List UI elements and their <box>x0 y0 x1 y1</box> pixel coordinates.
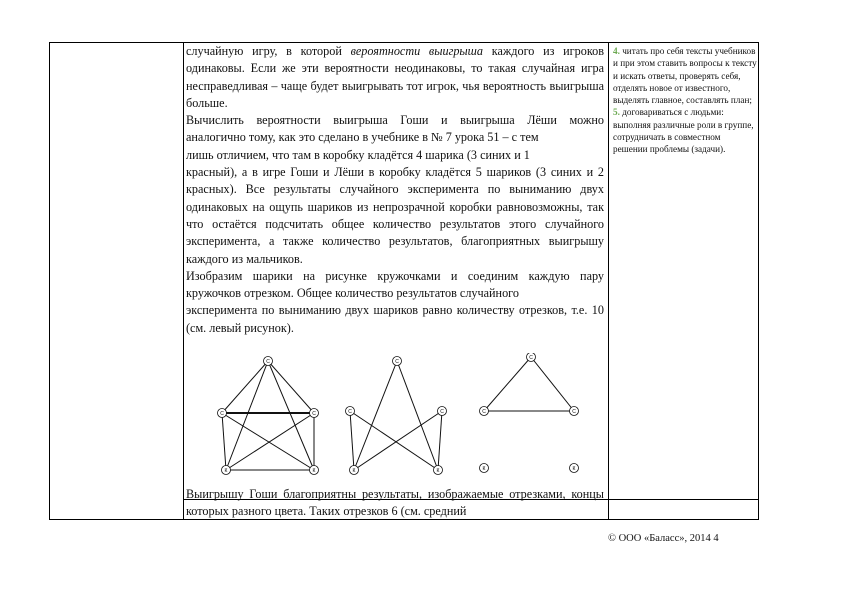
paragraph-draw-rest: эксперимента по выниманию двух шариков равно количеству отрезков, т.е. 10 (см. левый рисунок). <box>186 303 604 335</box>
ball-node-label: С <box>348 409 352 415</box>
copyright-footer: © ООО «Баласс», 2014 4 <box>608 533 719 544</box>
paragraph-fair-game: случайную игру, в которой вероятности выигрыша каждого из игроков одинаковы. Если же эти вероятности неодинаковы, то такая случайная игра несправедливая – чаще будет выигрывать тот игрок, чья вероятность выигрыша больше. <box>186 44 604 110</box>
graph-edge <box>438 411 442 470</box>
paragraph-calc-rest: красный), а в игре Гоши и Лёши в коробку кладётся 5 шариков (3 синих и 2 красных). Все результаты случайного эксперимента по выниманию двух одинаковых на ощупь шариков из непрозрачной коробки равновозможны, так что остаётся подсчитать общее количество результатов этого случайного эксперимента, а также количество результатов, благоприятных выигрышу каждого из мальчиков. <box>186 165 604 266</box>
ball-node-label: С <box>572 409 576 415</box>
paragraph-draw-line-2: кружочков отрезком. Общее количество результатов случайного <box>186 286 519 301</box>
ball-node-label: К <box>224 468 228 474</box>
ball-node-label: С <box>312 411 316 417</box>
ball-node-label: С <box>220 411 224 417</box>
side-item-read: 4. читать про себя тексты учебников и при этом ставить вопросы к тексту и искать ответы, проверять себя, отделять новое от известного, выделять главное, составлять план; <box>613 46 757 106</box>
graph-different-colors <box>346 357 447 475</box>
column-divider-left <box>183 43 184 519</box>
graph-same-colors <box>480 353 579 473</box>
graph-edge <box>268 361 314 413</box>
paragraph-gosha-wins: Выигрышу Гоши благоприятны результаты, изображаемые отрезками, концы которых разного цвета. Таких отрезков 6 (см. средний <box>186 487 604 519</box>
ball-node-label: С <box>482 409 486 415</box>
ball-node-label: С <box>395 359 399 365</box>
main-text-column <box>186 43 604 337</box>
graph-edge <box>531 357 574 411</box>
graph-edge <box>484 357 531 411</box>
emphasis-term: вероятности выигрыша <box>350 44 483 58</box>
side-item-number: 5. <box>613 107 620 118</box>
ball-node-label: К <box>436 468 440 474</box>
graph-edge <box>350 411 354 470</box>
graph-edge <box>350 411 438 470</box>
side-item-cooperate: 5. договариваться с людьми: выполняя различные роли в группе, сотрудничать в совместном решении проблемы (задачи). <box>613 107 754 155</box>
graph-edge <box>268 361 314 470</box>
ball-node-label: С <box>440 409 444 415</box>
graph-edge <box>226 361 268 470</box>
column-divider-right <box>608 43 609 519</box>
side-column <box>613 45 757 156</box>
graph-edge <box>222 361 268 413</box>
ball-node-label: К <box>352 468 356 474</box>
graph-edge <box>397 361 438 470</box>
lower-text <box>186 486 604 521</box>
graph-figures <box>186 353 604 483</box>
graph-edge <box>354 411 442 470</box>
ball-node-label: К <box>482 466 486 472</box>
graph-edge <box>222 413 226 470</box>
ball-node-label: К <box>312 468 316 474</box>
paragraph-calc-line-1: Вычислить вероятности выигрыша Гоши и выигрыша Лёши можно <box>186 113 604 128</box>
paragraph-calc-line-2: аналогично тому, как это сделано в учебнике в № 7 урока 51 – с тем <box>186 130 539 145</box>
ball-node-label: С <box>266 359 270 365</box>
ball-node-label: С <box>529 355 533 361</box>
graph-all-pairs <box>218 357 319 475</box>
graph-figures-svg <box>186 353 604 483</box>
ball-node-label: К <box>572 466 576 472</box>
paragraph-calc-line-3: лишь отличием, что там в коробку кладётся 4 шарика (3 синих и 1 <box>186 147 530 162</box>
graph-edge <box>354 361 397 470</box>
paragraph-draw-line-1: Изобразим шарики на рисунке кружочками и соединим каждую пару <box>186 268 604 283</box>
side-item-number: 4. <box>613 46 620 56</box>
